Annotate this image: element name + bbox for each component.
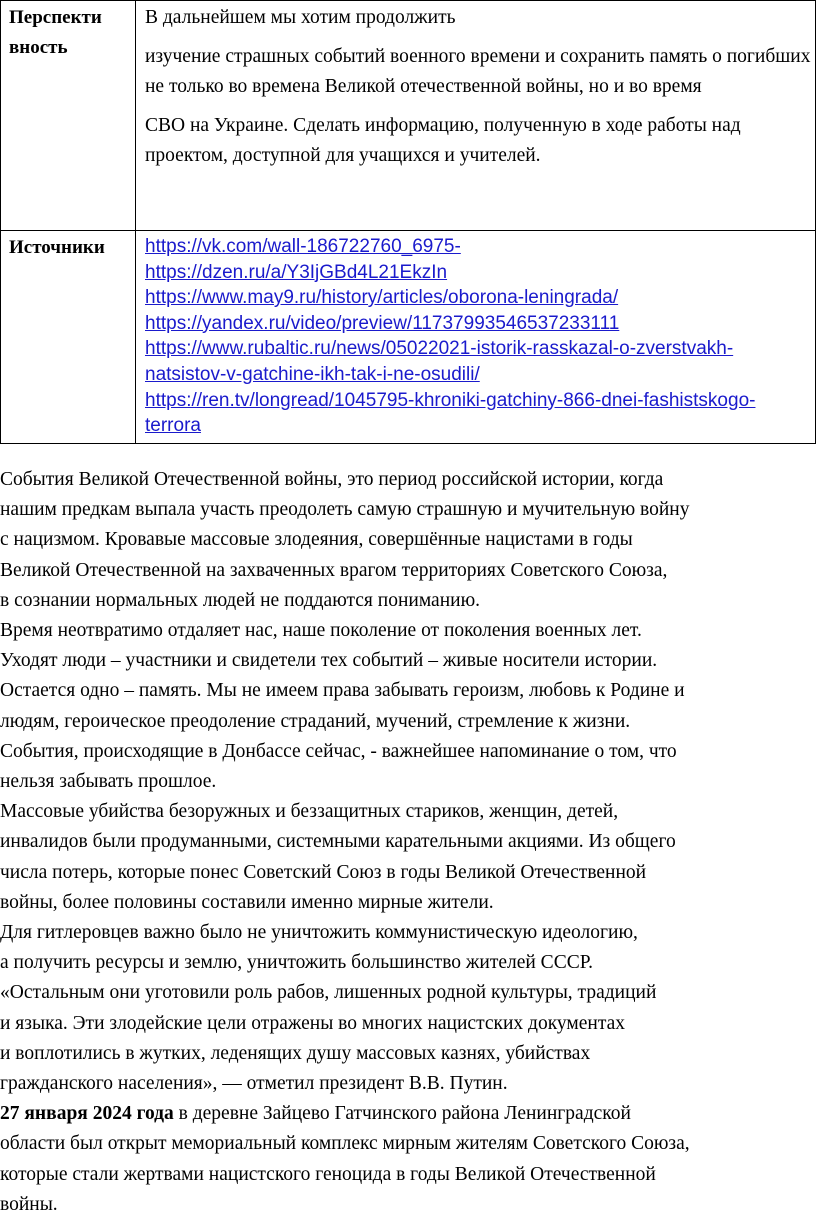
body-line: а получить ресурсы и землю, уничтожить большинство жителей СССР. bbox=[0, 952, 593, 974]
perspective-paragraph: СВО на Украине. Сделать информацию, полученную в ходе работы над проектом, доступной для учащихся и учителей. bbox=[145, 115, 741, 166]
body-line: Остается одно – память. Мы не имеем права забывать героизм, любовь к Родине и bbox=[0, 680, 685, 702]
body-line: Великой Отечественной на захваченных врагом территориях Советского Союза, bbox=[0, 559, 668, 581]
body-line: гражданского населения», — отметил президент В.В. Путин. bbox=[0, 1073, 508, 1095]
sources-row bbox=[1, 231, 816, 444]
body-line: инвалидов были продуманными, системными карательными акциями. Из общего bbox=[0, 831, 676, 853]
body-line: Уходят люди – участники и свидетели тех событий – живые носители истории. bbox=[0, 650, 658, 672]
body-line: нашим предкам выпала участь преодолеть самую страшную и мучительную войну bbox=[0, 499, 690, 521]
source-link-continuation[interactable]: natsistov-v-gatchine-ikh-tak-i-ne-osudili/ bbox=[145, 363, 480, 385]
body-line: нельзя забывать прошлое. bbox=[0, 771, 217, 793]
sources-label: Источники bbox=[1, 231, 136, 444]
perspective-paragraph: изучение страшных событий военного времени и сохранить память о погибших не только во времена Великой отечественной войны, но и во время bbox=[145, 46, 811, 97]
body-line: События Великой Отечественной войны, это период российской истории, когда bbox=[0, 469, 664, 490]
body-line: События, происходящие в Донбассе сейчас, - важнейшее напоминание о том, что bbox=[0, 740, 677, 762]
final-paragraph-first-line bbox=[0, 1099, 816, 1129]
source-link[interactable]: https://yandex.ru/video/preview/1173799354653723311​1 bbox=[145, 312, 620, 334]
body-line: числа потерь, которые понес Советский Союз в годы Великой Отечественной bbox=[0, 861, 647, 883]
sources-links bbox=[136, 231, 816, 444]
source-link[interactable]: https://www.rubaltic.ru/news/05022021-istorik-rasskazal-o-zverstvakh- bbox=[145, 338, 734, 360]
perspective-content bbox=[136, 1, 816, 231]
source-link[interactable]: https://dzen.ru/a/Y3IjGBd4L21EkzIn bbox=[145, 261, 448, 283]
body-line: войны. bbox=[0, 1193, 58, 1215]
body-line: области был открыт мемориальный комплекс мирным жителям Советского Союза, bbox=[0, 1133, 690, 1155]
perspective-label-line: вность bbox=[9, 37, 68, 58]
body-line: и воплотились в жутких, леденящих душу массовых казнях, убийствах bbox=[0, 1042, 591, 1064]
source-link[interactable]: https://vk.com/wall-186722760_6975- bbox=[145, 236, 461, 257]
body-line: в сознании нормальных людей не поддаются пониманию. bbox=[0, 589, 481, 611]
body-line: Для гитлеровцев важно было не уничтожить коммунистическую идеологию, bbox=[0, 922, 638, 944]
body-line: Время неотвратимо отдаляет нас, наше поколение от поколения военных лет. bbox=[0, 620, 642, 642]
perspective-paragraph: В дальнейшем мы хотим продолжить bbox=[145, 7, 456, 28]
source-link[interactable]: https://www.may9.ru/history/articles/oborona-leningrada/ bbox=[145, 287, 619, 309]
body-line: людям, героическое преодоление страданий, мучений, стремление к жизни. bbox=[0, 710, 631, 732]
perspective-row bbox=[1, 1, 816, 231]
event-text: в деревне Зайцево Гатчинского района Ленинградской bbox=[173, 1103, 631, 1125]
source-link-continuation[interactable]: terrora bbox=[145, 415, 201, 437]
body-line: войны, более половины составили именно мирные жители. bbox=[0, 891, 494, 913]
perspective-label-line: Перспекти bbox=[9, 7, 102, 28]
info-table bbox=[0, 0, 816, 444]
body-line: «Остальным они уготовили роль рабов, лишенных родной культуры, традиций bbox=[0, 982, 657, 1004]
perspective-label bbox=[1, 1, 136, 231]
event-date: 27 января 2024 года bbox=[0, 1103, 174, 1125]
source-link[interactable]: https://ren.tv/longread/1045795-khroniki-gatchiny-866-dnei-fashistskogo- bbox=[145, 389, 756, 411]
body-text bbox=[0, 465, 816, 1220]
body-line: которые стали жертвами нацистского геноцида в годы Великой Отечественной bbox=[0, 1163, 656, 1185]
body-line: с нацизмом. Кровавые массовые злодеяния, совершённые нацистами в годы bbox=[0, 529, 633, 551]
body-line: Массовые убийства безоружных и беззащитных стариков, женщин, детей, bbox=[0, 801, 619, 823]
body-line: и языка. Эти злодейские цели отражены во многих нацистских документах bbox=[0, 1012, 625, 1034]
